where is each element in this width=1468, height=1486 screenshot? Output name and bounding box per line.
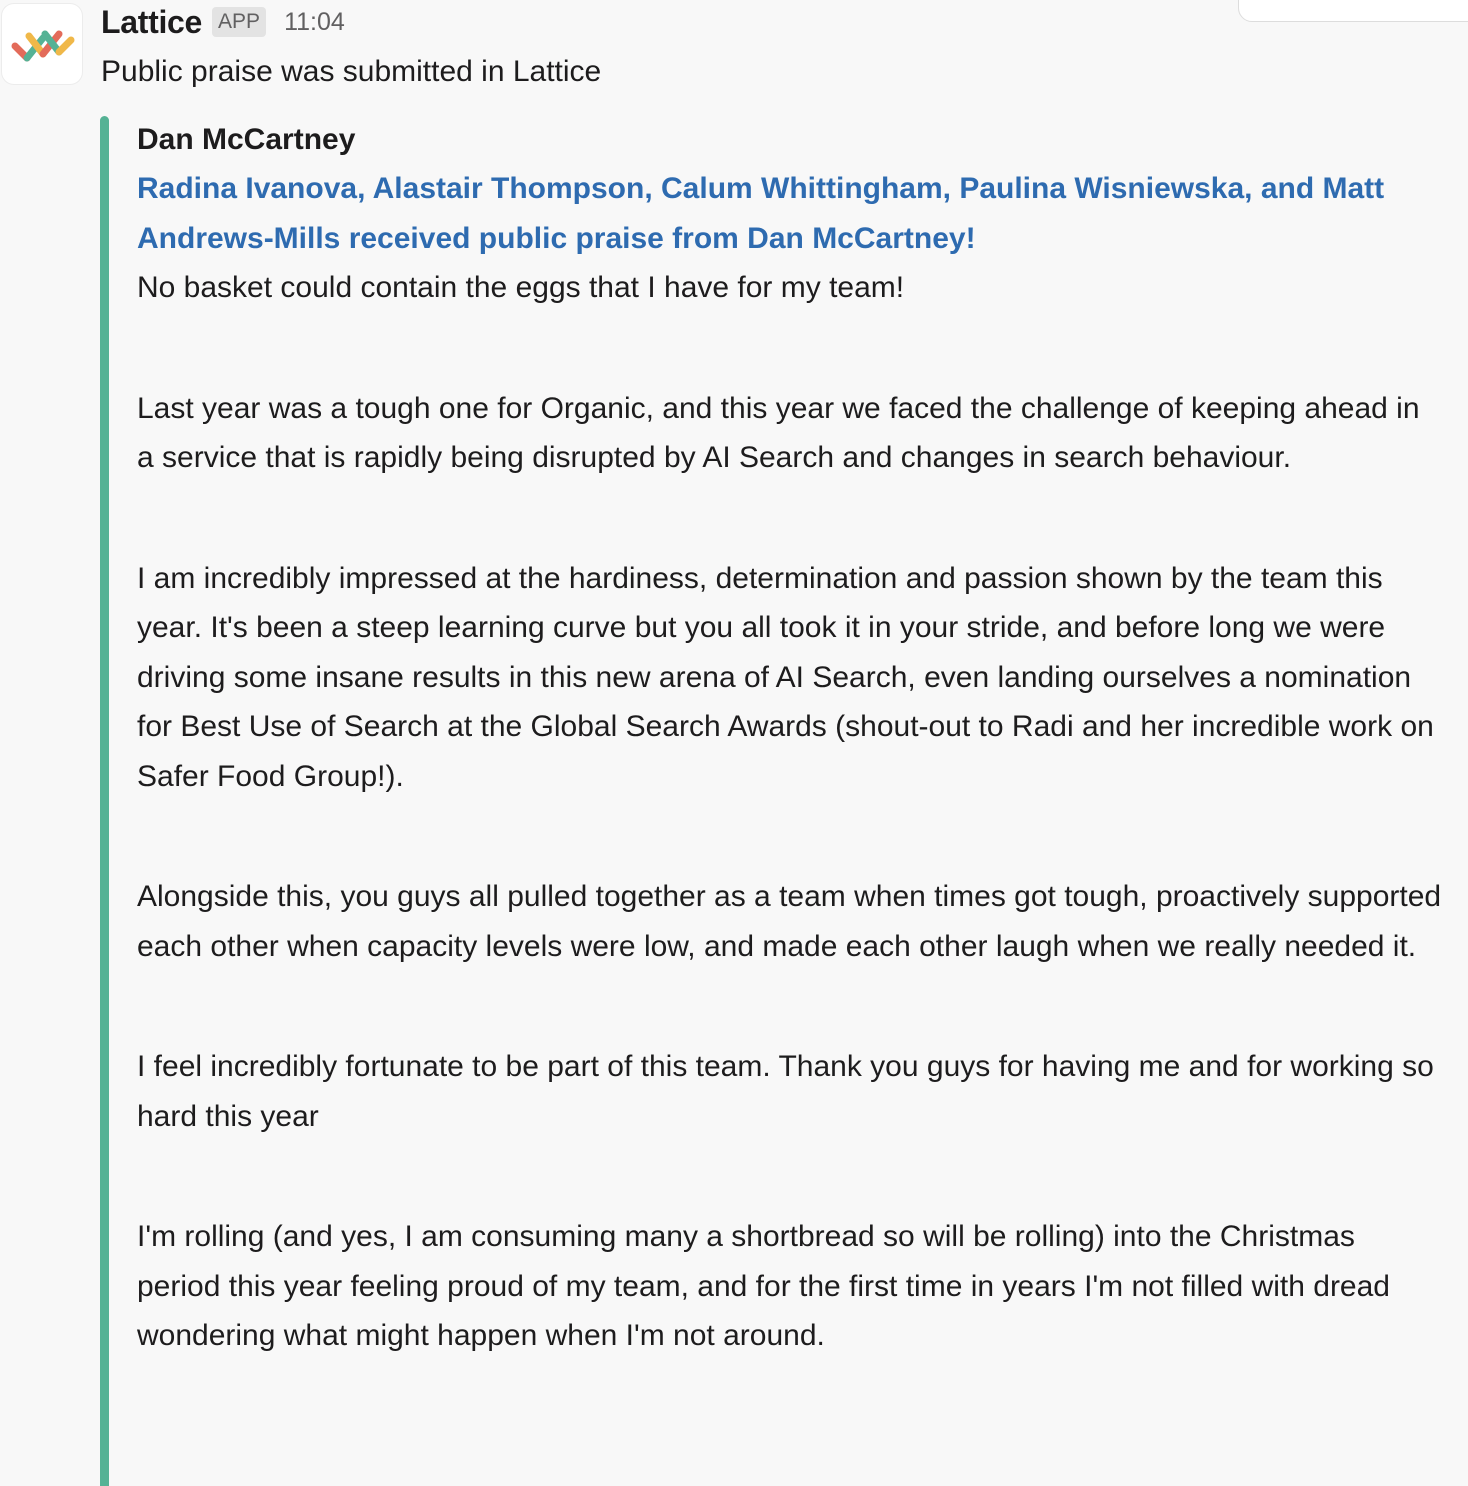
attachment-accent-bar xyxy=(100,116,109,1486)
timestamp[interactable]: 11:04 xyxy=(284,7,345,36)
attachment-author: Dan McCartney xyxy=(137,123,356,156)
avatar[interactable] xyxy=(2,4,82,84)
message-text: Public praise was submitted in Lattice xyxy=(101,55,602,88)
lattice-logo-icon xyxy=(9,24,77,64)
message-actions-toolbar[interactable] xyxy=(1238,0,1468,22)
praise-paragraph: Last year was a tough one for Organic, and this year we faced the challenge of keeping ahead in a service that is rapidly being disrupted by AI Search and changes in search behaviour. xyxy=(137,391,1420,474)
praise-paragraph: I feel incredibly fortunate to be part of this team. Thank you guys for having me and for working so hard this year xyxy=(137,1050,1434,1133)
praise-attachment xyxy=(137,116,1442,1432)
praise-paragraph: No basket could contain the eggs that I have for my team! xyxy=(137,271,905,304)
praise-paragraph: I'm rolling (and yes, I am consuming many a shortbread so will be rolling) into the Christmas period this year feeling proud of my team, and for the first time in years I'm not filled with dread wondering what might happen when I'm not around. xyxy=(137,1220,1390,1352)
app-badge: APP xyxy=(212,7,266,37)
message-header xyxy=(101,2,345,42)
praise-paragraph: I am incredibly impressed at the hardiness, determination and passion shown by the team this year. It's been a steep learning curve but you all took it in your stride, and before long we were driving some insane results in this new arena of AI Search, even landing ourselves a nomination for Best Use of Search at the Global Search Awards (shout-out to Radi and her incredible work on Safer Food Group!). xyxy=(137,561,1434,793)
praise-paragraph: Alongside this, you guys all pulled together as a team when times got tough, proactively supported each other when capacity levels were low, and made each other laugh when we really needed it. xyxy=(137,880,1442,963)
praise-title-link[interactable]: Radina Ivanova, Alastair Thompson, Calum Whittingham, Paulina Wisniewska, and Matt Andrews-Mills received public praise from Dan McCartney! xyxy=(137,172,1385,255)
sender-name[interactable]: Lattice xyxy=(101,3,203,40)
